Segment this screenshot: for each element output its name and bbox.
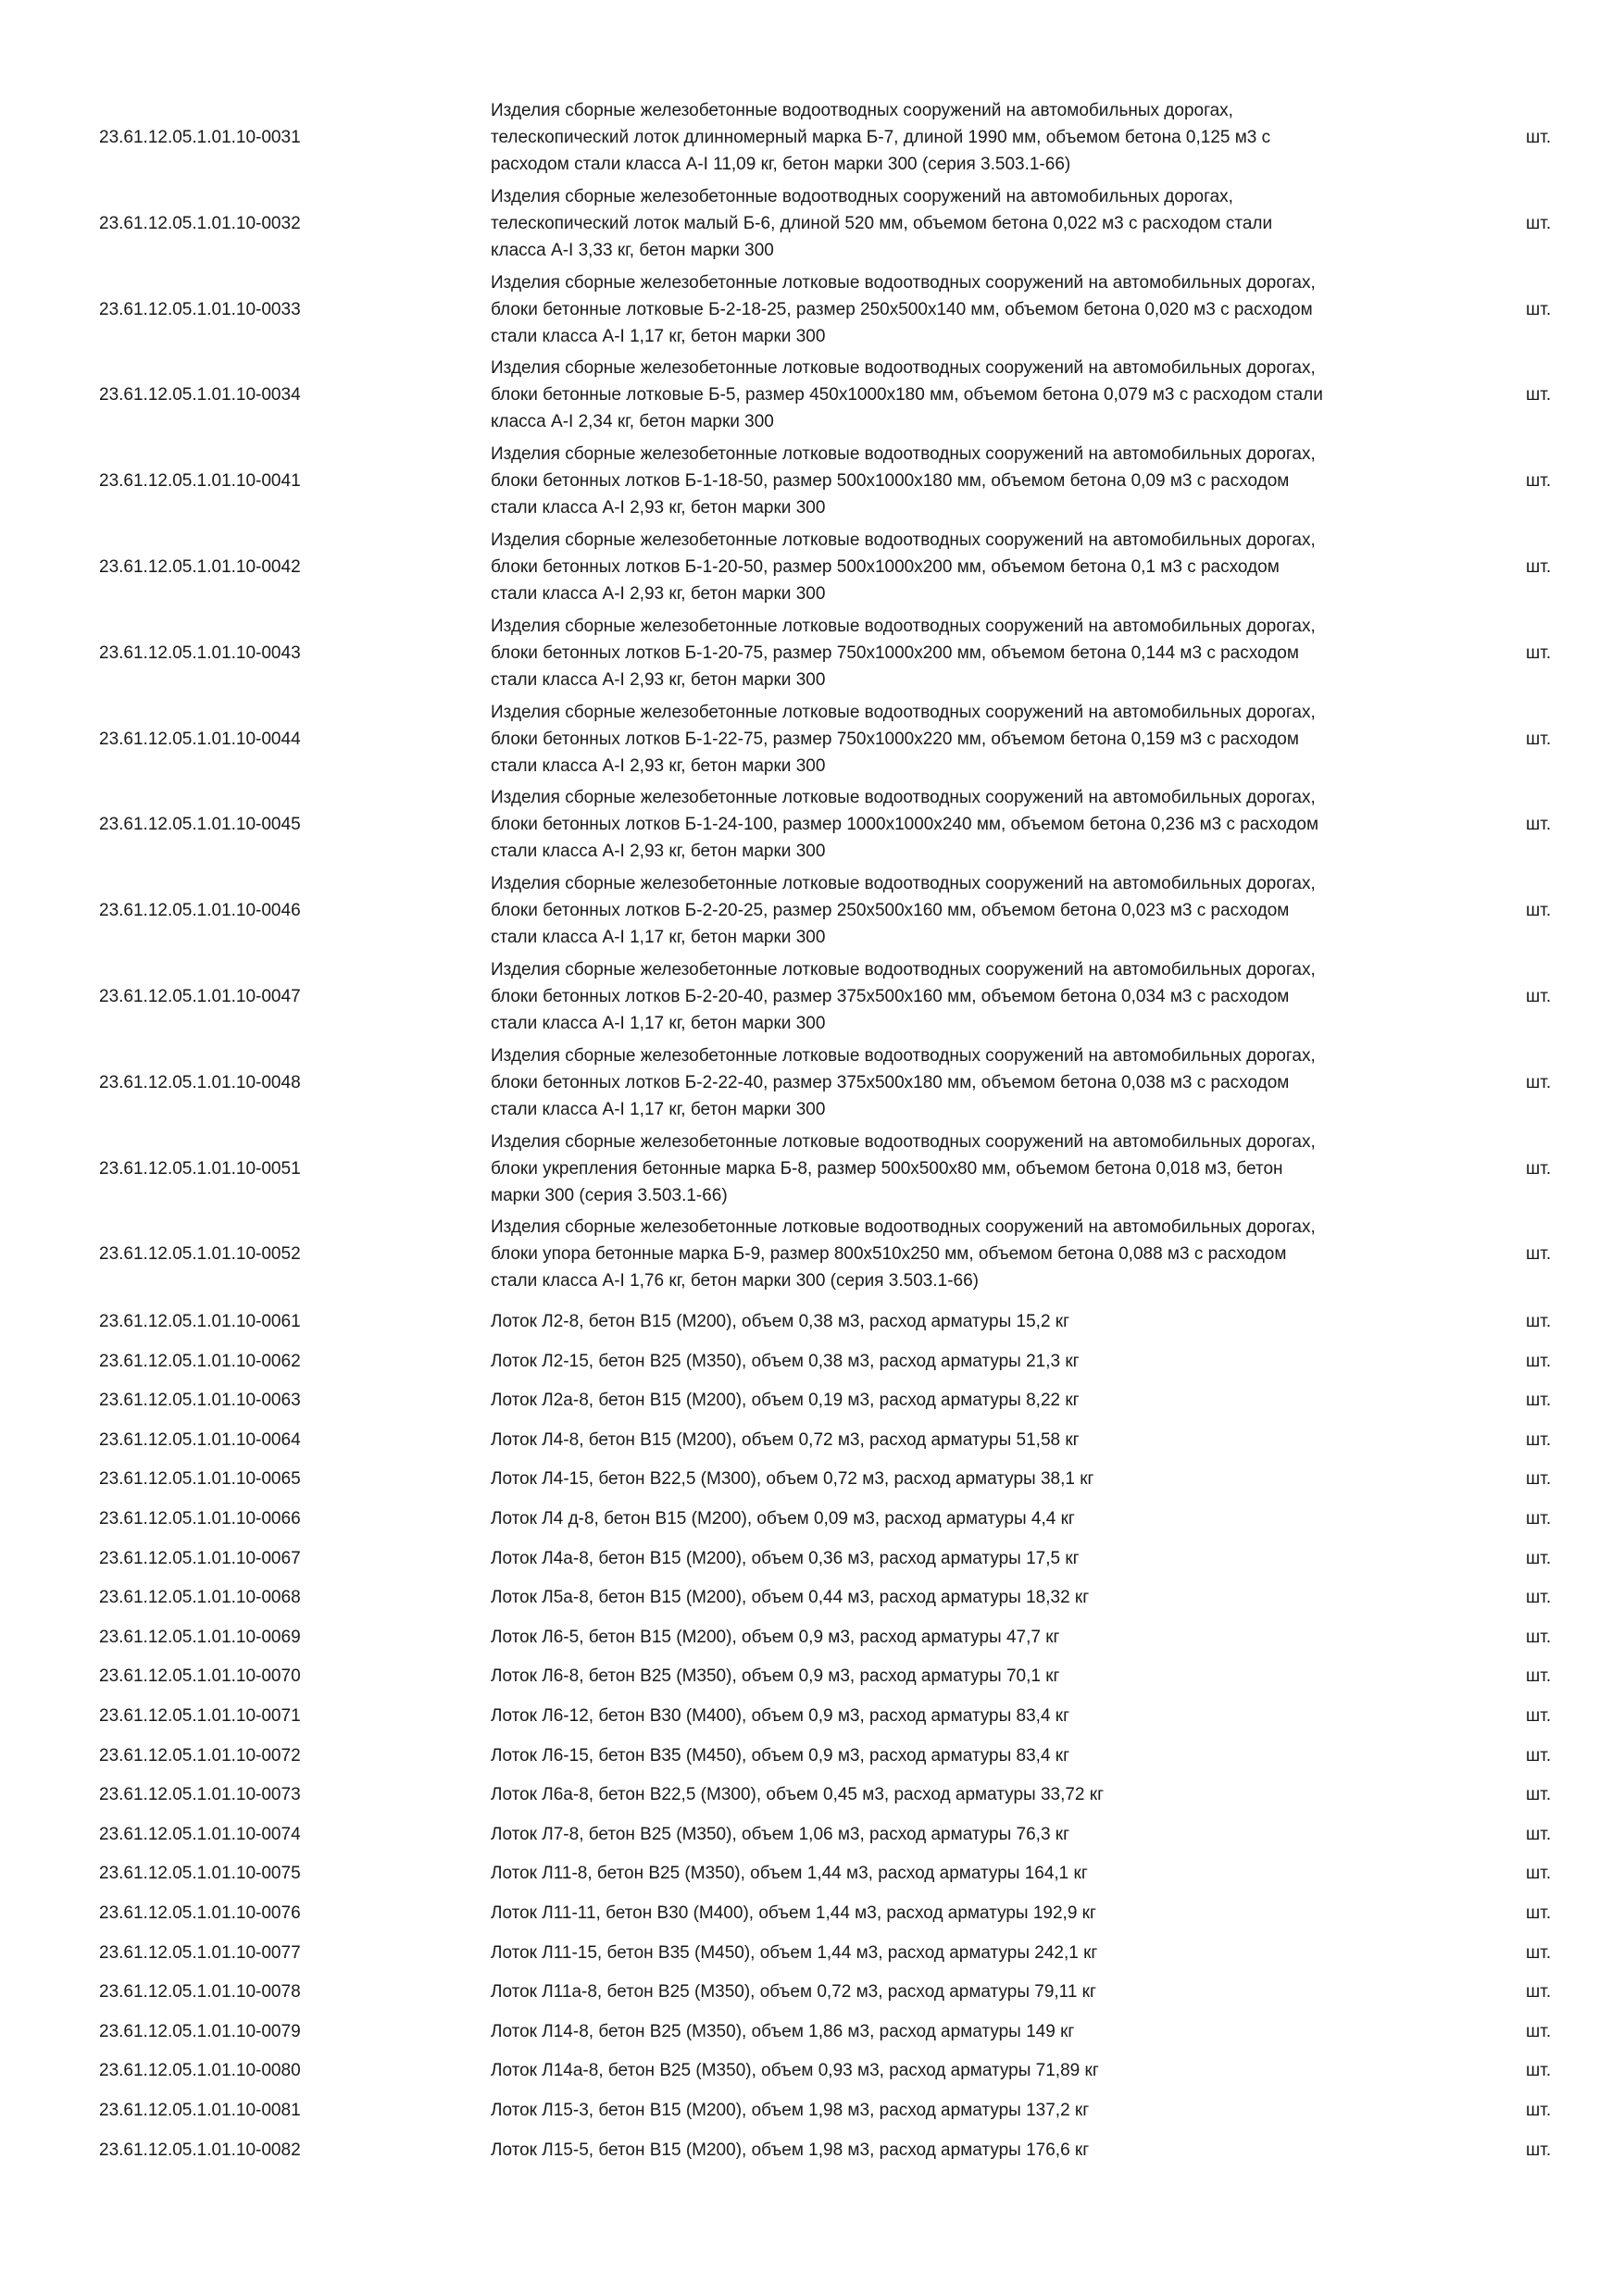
item-unit: шт.	[1526, 815, 1552, 835]
table-row	[0, 1663, 1624, 1690]
item-description-line: Лоток Л4 д-8, бетон В15 (М200), объем 0,09 м3, расход арматуры 4,4 кг	[491, 1509, 1075, 1529]
table-row	[0, 1821, 1624, 1848]
item-code: 23.61.12.05.1.01.10-0079	[99, 2021, 301, 2041]
item-code: 23.61.12.05.1.01.10-0051	[99, 1158, 301, 1179]
table-row	[0, 1978, 1624, 2005]
item-description	[491, 613, 1454, 693]
table-row	[0, 1466, 1624, 1492]
item-description	[491, 1978, 1454, 2005]
item-code: 23.61.12.05.1.01.10-0082	[99, 2140, 301, 2160]
item-description-line: Лоток Л6-8, бетон В25 (М350), объем 0,9 м3, расход арматуры 70,1 кг	[491, 1666, 1060, 1687]
table-row	[0, 784, 1624, 865]
item-unit: шт.	[1526, 729, 1552, 749]
item-description	[491, 1427, 1454, 1454]
item-unit: шт.	[1526, 557, 1552, 577]
item-code: 23.61.12.05.1.01.10-0034	[99, 385, 301, 406]
item-code: 23.61.12.05.1.01.10-0042	[99, 557, 301, 577]
item-code: 23.61.12.05.1.01.10-0052	[99, 1244, 301, 1265]
table-row	[0, 2097, 1624, 2124]
item-description-line: Лоток Л11-15, бетон В35 (М450), объем 1,44 м3, расход арматуры 242,1 кг	[491, 1942, 1098, 1963]
table-row	[0, 1703, 1624, 1729]
item-description-line: Изделия сборные железобетонные лотковые водоотводных сооружений на автомобильных дорогах,	[491, 530, 1316, 550]
item-description	[491, 1703, 1454, 1729]
item-description-line: Изделия сборные железобетонные лотковые водоотводных сооружений на автомобильных дорогах,	[491, 1131, 1316, 1152]
table-row	[0, 1387, 1624, 1414]
item-code: 23.61.12.05.1.01.10-0072	[99, 1745, 301, 1766]
item-description	[491, 1466, 1454, 1492]
item-unit: шт.	[1526, 128, 1552, 147]
table-row	[0, 1940, 1624, 1966]
item-description-line: стали класса А-I 1,17 кг, бетон марки 300	[491, 928, 826, 948]
item-description	[491, 1663, 1454, 1690]
item-description-line: Лоток Л11-8, бетон В25 (М350), объем 1,44 м3, расход арматуры 164,1 кг	[491, 1864, 1088, 1884]
item-description-line: блоки бетонных лотков Б-1-20-50, размер 500х1000х200 мм, объемом бетона 0,1 м3 с расходом	[491, 557, 1280, 577]
item-description-line: блоки бетонных лотков Б-1-20-75, размер 750х1000х200 мм, объемом бетона 0,144 м3 с расходом	[491, 643, 1299, 663]
item-unit: шт.	[1526, 1391, 1552, 1411]
table-row	[0, 956, 1624, 1037]
item-unit: шт.	[1526, 901, 1552, 921]
table-row	[0, 355, 1624, 435]
item-description-line: класса А-I 2,34 кг, бетон марки 300	[491, 412, 774, 432]
item-unit: шт.	[1526, 2021, 1552, 2041]
item-code: 23.61.12.05.1.01.10-0043	[99, 643, 301, 663]
item-code: 23.61.12.05.1.01.10-0081	[99, 2101, 301, 2120]
item-code: 23.61.12.05.1.01.10-0031	[99, 128, 301, 147]
item-description	[491, 1821, 1454, 1848]
item-unit: шт.	[1526, 1351, 1552, 1371]
item-code: 23.61.12.05.1.01.10-0077	[99, 1942, 301, 1963]
item-description-line: стали класса А-I 2,93 кг, бетон марки 300	[491, 498, 826, 518]
item-code: 23.61.12.05.1.01.10-0070	[99, 1666, 301, 1687]
table-row	[0, 183, 1624, 264]
item-unit: шт.	[1526, 1072, 1552, 1092]
table-row	[0, 1427, 1624, 1454]
item-description-line: стали класса А-I 2,93 кг, бетон марки 300	[491, 842, 826, 862]
item-description-line: Лоток Л6-12, бетон В30 (М400), объем 0,9 м3, расход арматуры 83,4 кг	[491, 1706, 1070, 1726]
item-code: 23.61.12.05.1.01.10-0066	[99, 1509, 301, 1529]
item-unit: шт.	[1526, 1548, 1552, 1568]
item-code: 23.61.12.05.1.01.10-0075	[99, 1864, 301, 1884]
item-description-line: Лоток Л6а-8, бетон В22,5 (М300), объем 0,45 м3, расход арматуры 33,72 кг	[491, 1785, 1105, 1805]
item-unit: шт.	[1526, 2101, 1552, 2120]
item-description-line: Лоток Л15-5, бетон В15 (М200), объем 1,98 м3, расход арматуры 176,6 кг	[491, 2140, 1090, 2160]
item-description	[491, 527, 1454, 607]
item-code: 23.61.12.05.1.01.10-0033	[99, 299, 301, 319]
item-description-line: Изделия сборные железобетонные лотковые водоотводных сооружений на автомобильных дорогах,	[491, 444, 1316, 465]
item-description-line: Лоток Л4а-8, бетон В15 (М200), объем 0,36 м3, расход арматуры 17,5 кг	[491, 1548, 1080, 1568]
item-description	[491, 1042, 1454, 1123]
item-description-line: Лоток Л6-5, бетон В15 (М200), объем 0,9 м3, расход арматуры 47,7 кг	[491, 1627, 1060, 1647]
table-row	[0, 1545, 1624, 1572]
item-description-line: Лоток Л14-8, бетон В25 (М350), объем 1,86 м3, расход арматуры 149 кг	[491, 2021, 1075, 2041]
table-row	[0, 2057, 1624, 2084]
item-description	[491, 1742, 1454, 1769]
item-description-line: блоки укрепления бетонные марка Б-8, размер 500х500х80 мм, объемом бетона 0,018 м3, бетон	[491, 1158, 1283, 1179]
item-description	[491, 699, 1454, 780]
item-description	[491, 1860, 1454, 1887]
item-description-line: стали класса А-I 2,93 кг, бетон марки 300	[491, 669, 826, 690]
item-description-line: марки 300 (серия 3.503.1-66)	[491, 1185, 728, 1205]
item-description-line: Лоток Л2-15, бетон В25 (М350), объем 0,38 м3, расход арматуры 21,3 кг	[491, 1351, 1080, 1371]
item-description-line: Изделия сборные железобетонные лотковые водоотводных сооружений на автомобильных дорогах,	[491, 788, 1316, 808]
item-description	[491, 870, 1454, 951]
item-description	[491, 1505, 1454, 1532]
item-code: 23.61.12.05.1.01.10-0073	[99, 1785, 301, 1805]
item-unit: шт.	[1526, 1745, 1552, 1766]
item-code: 23.61.12.05.1.01.10-0062	[99, 1351, 301, 1371]
item-description	[491, 1900, 1454, 1927]
table-row	[0, 699, 1624, 780]
table-row	[0, 1584, 1624, 1611]
item-unit: шт.	[1526, 1982, 1552, 2003]
item-unit: шт.	[1526, 385, 1552, 406]
item-unit: шт.	[1526, 299, 1552, 319]
item-description-line: Изделия сборные железобетонные лотковые водоотводных сооружений на автомобильных дорогах,	[491, 874, 1316, 894]
item-code: 23.61.12.05.1.01.10-0068	[99, 1588, 301, 1608]
item-description-line: блоки бетонных лотков Б-2-20-25, размер 250х500х160 мм, объемом бетона 0,023 м3 с расходом	[491, 901, 1290, 921]
item-description-line: телескопический лоток длинномерный марка Б-7, длиной 1990 мм, объемом бетона 0,125 м3 с	[491, 128, 1271, 147]
table-row	[0, 1624, 1624, 1651]
item-code: 23.61.12.05.1.01.10-0067	[99, 1548, 301, 1568]
item-description-line: Изделия сборные железобетонные лотковые водоотводных сооружений на автомобильных дорогах,	[491, 960, 1316, 980]
item-description-line: Изделия сборные железобетонные лотковые водоотводных сооружений на автомобильных дорогах,	[491, 702, 1316, 722]
item-unit: шт.	[1526, 2140, 1552, 2160]
item-description	[491, 1584, 1454, 1611]
item-description	[491, 1781, 1454, 1808]
item-unit: шт.	[1526, 1469, 1552, 1490]
item-description-line: расходом стали класса А-I 11,09 кг, бетон марки 300 (серия 3.503.1-66)	[491, 155, 1071, 174]
item-description	[491, 97, 1454, 178]
item-description-line: стали класса А-I 1,17 кг, бетон марки 300	[491, 1099, 826, 1119]
item-description-line: Изделия сборные железобетонные лотковые водоотводных сооружений на автомобильных дорогах,	[491, 358, 1316, 379]
item-description-line: Изделия сборные железобетонные водоотводных сооружений на автомобильных дорогах,	[491, 186, 1233, 206]
item-code: 23.61.12.05.1.01.10-0044	[99, 729, 301, 749]
table-row	[0, 1129, 1624, 1209]
table-row	[0, 1900, 1624, 1927]
table-row	[0, 870, 1624, 951]
item-code: 23.61.12.05.1.01.10-0065	[99, 1469, 301, 1490]
item-code: 23.61.12.05.1.01.10-0045	[99, 815, 301, 835]
item-description	[491, 269, 1454, 350]
table-row	[0, 441, 1624, 521]
item-description-line: Лоток Л15-3, бетон В15 (М200), объем 1,98 м3, расход арматуры 137,2 кг	[491, 2101, 1090, 2120]
item-description	[491, 784, 1454, 865]
table-row	[0, 1308, 1624, 1335]
table-row	[0, 1214, 1624, 1294]
table-row	[0, 2018, 1624, 2045]
item-code: 23.61.12.05.1.01.10-0071	[99, 1706, 301, 1726]
item-description	[491, 1545, 1454, 1572]
table-row	[0, 1505, 1624, 1532]
item-description-line: блоки бетонные лотковые Б-5, размер 450х1000х180 мм, объемом бетона 0,079 м3 с расходом стали	[491, 385, 1323, 406]
item-code: 23.61.12.05.1.01.10-0063	[99, 1391, 301, 1411]
table-row	[0, 97, 1624, 178]
item-description	[491, 1214, 1454, 1294]
item-description-line: Изделия сборные железобетонные лотковые водоотводных сооружений на автомобильных дорогах,	[491, 1217, 1316, 1238]
item-description-line: блоки бетонные лотковые Б-2-18-25, размер 250х500х140 мм, объемом бетона 0,020 м3 с расходом	[491, 299, 1313, 319]
item-unit: шт.	[1526, 1666, 1552, 1687]
table-row	[0, 269, 1624, 350]
table-row	[0, 1348, 1624, 1375]
item-description	[491, 1387, 1454, 1414]
item-unit: шт.	[1526, 643, 1552, 663]
item-code: 23.61.12.05.1.01.10-0046	[99, 901, 301, 921]
item-unit: шт.	[1526, 1244, 1552, 1265]
item-unit: шт.	[1526, 1429, 1552, 1450]
item-unit: шт.	[1526, 1903, 1552, 1923]
item-description	[491, 1308, 1454, 1335]
item-code: 23.61.12.05.1.01.10-0032	[99, 213, 301, 233]
item-code: 23.61.12.05.1.01.10-0078	[99, 1982, 301, 2003]
item-code: 23.61.12.05.1.01.10-0076	[99, 1903, 301, 1923]
item-unit: шт.	[1526, 1627, 1552, 1647]
item-description	[491, 183, 1454, 264]
item-description-line: Лоток Л2а-8, бетон В15 (М200), объем 0,19 м3, расход арматуры 8,22 кг	[491, 1391, 1080, 1411]
item-description-line: стали класса А-I 1,17 кг, бетон марки 300	[491, 1014, 826, 1033]
item-description	[491, 1348, 1454, 1375]
item-description	[491, 2097, 1454, 2124]
item-description-line: Изделия сборные железобетонные лотковые водоотводных сооружений на автомобильных дорогах,	[491, 272, 1316, 293]
item-description-line: блоки бетонных лотков Б-1-18-50, размер 500х1000х180 мм, объемом бетона 0,09 м3 с расходом	[491, 471, 1290, 492]
item-description-line: Лоток Л4-15, бетон В22,5 (М300), объем 0,72 м3, расход арматуры 38,1 кг	[491, 1469, 1094, 1490]
item-description	[491, 1129, 1454, 1209]
item-code: 23.61.12.05.1.01.10-0061	[99, 1312, 301, 1331]
item-description-line: телескопический лоток малый Б-6, длиной 520 мм, объемом бетона 0,022 м3 с расходом стали	[491, 213, 1273, 233]
item-description-line: Лоток Л4-8, бетон В15 (М200), объем 0,72 м3, расход арматуры 51,58 кг	[491, 1429, 1080, 1450]
item-description-line: Изделия сборные железобетонные лотковые водоотводных сооружений на автомобильных дорогах,	[491, 616, 1316, 636]
item-code: 23.61.12.05.1.01.10-0074	[99, 1824, 301, 1844]
item-code: 23.61.12.05.1.01.10-0064	[99, 1429, 301, 1450]
item-description-line: стали класса А-I 1,17 кг, бетон марки 300	[491, 326, 826, 346]
item-description	[491, 2137, 1454, 2164]
item-code: 23.61.12.05.1.01.10-0048	[99, 1072, 301, 1092]
table-row	[0, 1781, 1624, 1808]
item-description-line: Лоток Л11а-8, бетон В25 (М350), объем 0,72 м3, расход арматуры 79,11 кг	[491, 1982, 1096, 2003]
item-description	[491, 2057, 1454, 2084]
table-row	[0, 1042, 1624, 1123]
item-code: 23.61.12.05.1.01.10-0069	[99, 1627, 301, 1647]
item-description-line: стали класса А-I 2,93 кг, бетон марки 300	[491, 755, 826, 776]
item-description-line: Лоток Л5а-8, бетон В15 (М200), объем 0,44 м3, расход арматуры 18,32 кг	[491, 1588, 1090, 1608]
item-unit: шт.	[1526, 213, 1552, 233]
item-description-line: Изделия сборные железобетонные водоотводных сооружений на автомобильных дорогах,	[491, 101, 1233, 120]
item-description-line: блоки бетонных лотков Б-2-22-40, размер 375х500х180 мм, объемом бетона 0,038 м3 с расходом	[491, 1072, 1290, 1092]
item-description-line: Лоток Л14а-8, бетон В25 (М350), объем 0,93 м3, расход арматуры 71,89 кг	[491, 2061, 1099, 2081]
item-description	[491, 956, 1454, 1037]
item-description-line: Лоток Л7-8, бетон В25 (М350), объем 1,06 м3, расход арматуры 76,3 кг	[491, 1824, 1070, 1844]
item-description	[491, 1940, 1454, 1966]
item-description-line: класса А-I 3,33 кг, бетон марки 300	[491, 240, 774, 260]
item-unit: шт.	[1526, 2061, 1552, 2081]
table-row	[0, 1860, 1624, 1887]
item-description	[491, 1624, 1454, 1651]
item-description-line: Лоток Л6-15, бетон В35 (М450), объем 0,9 м3, расход арматуры 83,4 кг	[491, 1745, 1070, 1766]
item-unit: шт.	[1526, 987, 1552, 1006]
item-description-line: Лоток Л2-8, бетон В15 (М200), объем 0,38 м3, расход арматуры 15,2 кг	[491, 1312, 1070, 1331]
item-description	[491, 355, 1454, 435]
item-unit: шт.	[1526, 1588, 1552, 1608]
table-row	[0, 2137, 1624, 2164]
table-row	[0, 613, 1624, 693]
item-unit: шт.	[1526, 1785, 1552, 1805]
item-description	[491, 441, 1454, 521]
item-code: 23.61.12.05.1.01.10-0041	[99, 471, 301, 492]
item-description-line: стали класса А-I 2,93 кг, бетон марки 300	[491, 584, 826, 604]
item-description-line: блоки бетонных лотков Б-1-22-75, размер 750х1000х220 мм, объемом бетона 0,159 м3 с расходом	[491, 729, 1299, 749]
item-unit: шт.	[1526, 1312, 1552, 1331]
item-unit: шт.	[1526, 1942, 1552, 1963]
item-unit: шт.	[1526, 1158, 1552, 1179]
item-description	[491, 2018, 1454, 2045]
item-unit: шт.	[1526, 1509, 1552, 1529]
item-description-line: блоки бетонных лотков Б-1-24-100, размер 1000х1000х240 мм, объемом бетона 0,236 м3 с расходом	[491, 815, 1319, 835]
item-unit: шт.	[1526, 1824, 1552, 1844]
item-description-line: Изделия сборные железобетонные лотковые водоотводных сооружений на автомобильных дорогах,	[491, 1045, 1316, 1066]
item-code: 23.61.12.05.1.01.10-0080	[99, 2061, 301, 2081]
item-unit: шт.	[1526, 1706, 1552, 1726]
table-row	[0, 527, 1624, 607]
item-description-line: блоки бетонных лотков Б-2-20-40, размер 375х500х160 мм, объемом бетона 0,034 м3 с расходом	[491, 987, 1290, 1006]
item-description-line: Лоток Л11-11, бетон В30 (М400), объем 1,44 м3, расход арматуры 192,9 кг	[491, 1903, 1096, 1923]
item-code: 23.61.12.05.1.01.10-0047	[99, 987, 301, 1006]
item-unit: шт.	[1526, 1864, 1552, 1884]
item-unit: шт.	[1526, 471, 1552, 492]
item-description-line: блоки упора бетонные марка Б-9, размер 800х510х250 мм, объемом бетона 0,088 м3 с расходом	[491, 1244, 1287, 1265]
item-description-line: стали класса А-I 1,76 кг, бетон марки 300 (серия 3.503.1-66)	[491, 1271, 979, 1292]
table-row	[0, 1742, 1624, 1769]
